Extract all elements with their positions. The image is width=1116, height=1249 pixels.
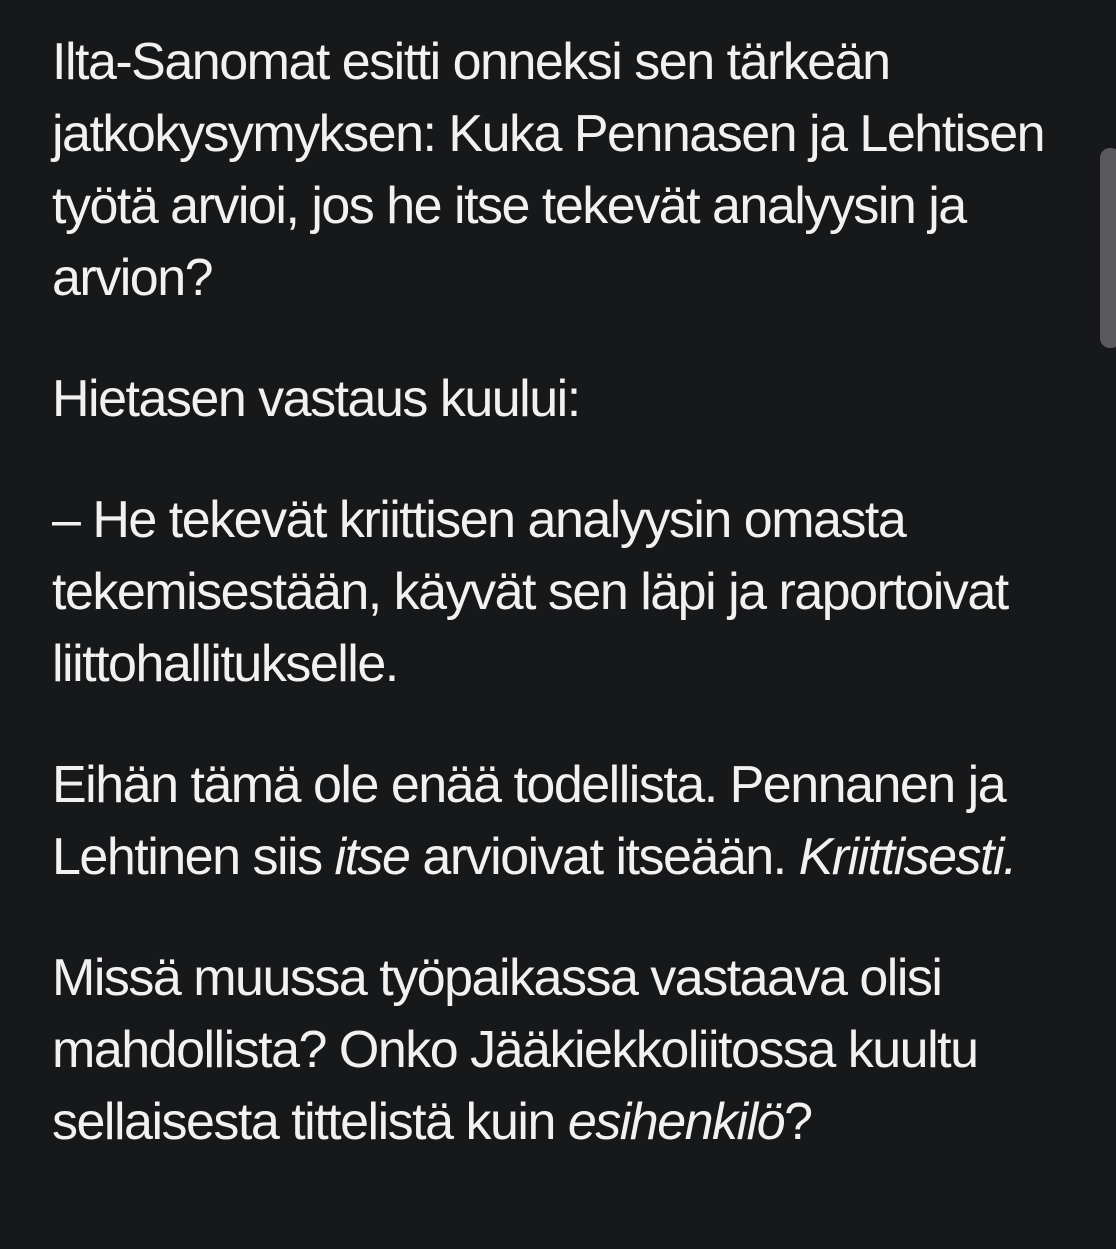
text-run: Hietasen vastaus kuului:	[52, 370, 580, 428]
italic-text-run: itse	[334, 828, 410, 886]
italic-text-run: Kriittisesti.	[798, 828, 1016, 886]
paragraph	[52, 749, 1066, 893]
text-run: ?	[784, 1093, 812, 1151]
article-body	[52, 26, 1066, 1158]
text-run: Missä muussa työpaikassa vastaava olisi mahdollista? Onko Jääkiekkoliitossa kuultu sellaisesta tittelistä kuin	[52, 949, 978, 1151]
scrollbar-thumb[interactable]	[1100, 148, 1116, 348]
paragraph	[52, 942, 1066, 1158]
paragraph	[52, 26, 1066, 314]
paragraph	[52, 484, 1066, 700]
text-run: – He tekevät kriittisen analyysin omasta tekemisestään, käyvät sen läpi ja raportoivat liittohallitukselle.	[52, 491, 1008, 693]
text-run: Eihän tämä ole enää todellista. Pennanen ja Lehtinen siis	[52, 756, 1006, 886]
italic-text-run: esihenkilö	[567, 1093, 785, 1151]
paragraph	[52, 363, 1066, 435]
text-run: Ilta-Sanomat esitti onneksi sen tärkeän jatkokysymyksen: Kuka Pennasen ja Lehtisen työtä arvioi, jos he itse tekevät analyysin ja arvion?	[52, 33, 1045, 307]
text-run: arvioivat itseään.	[409, 828, 799, 886]
